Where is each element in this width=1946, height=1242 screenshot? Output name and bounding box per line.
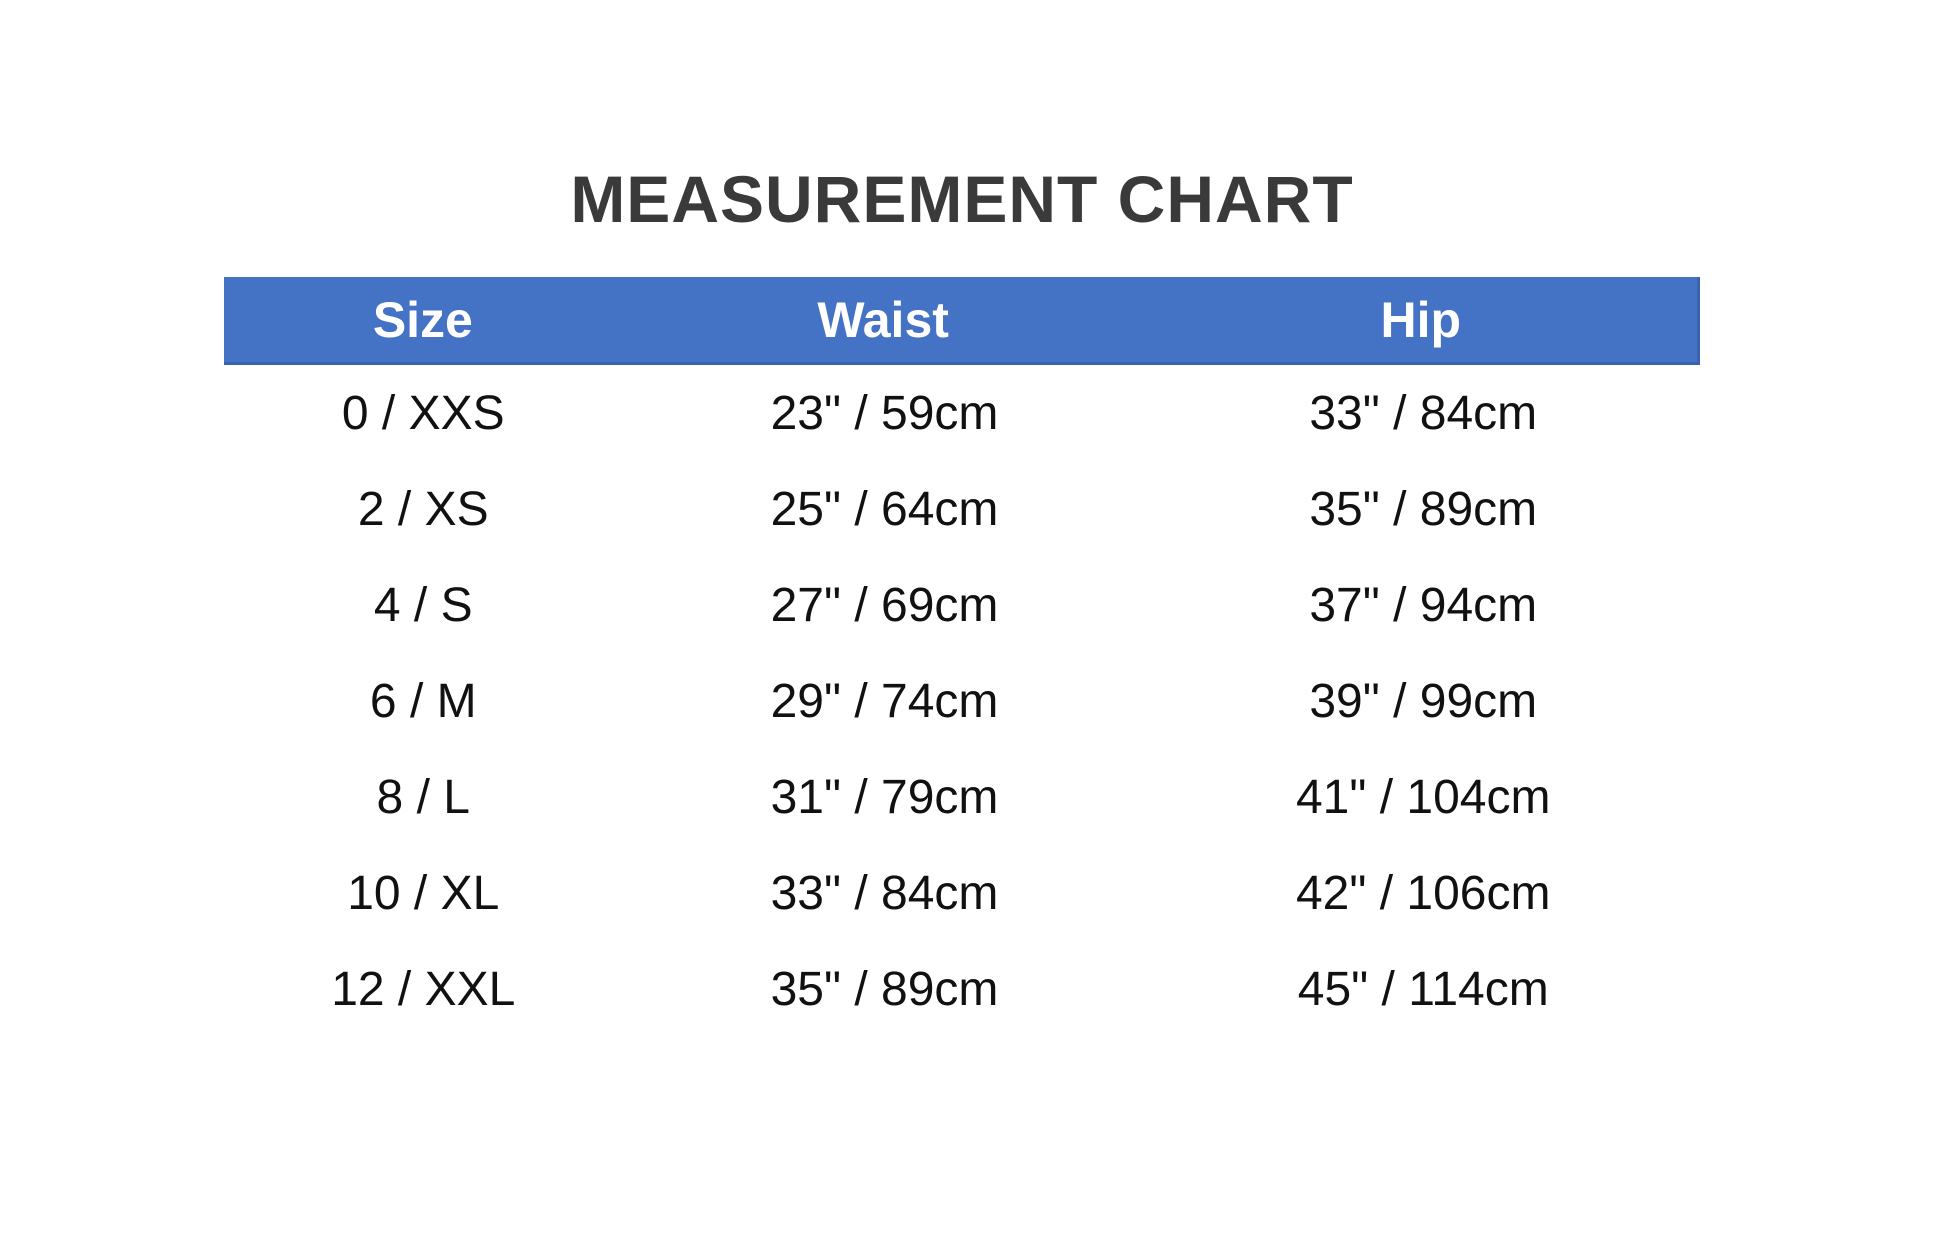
- table-row: [224, 941, 1700, 1037]
- hip-cell: 41" / 104cm: [1295, 770, 1551, 824]
- hip-cell: 37" / 94cm: [1309, 578, 1538, 632]
- hip-cell: 33" / 84cm: [1309, 386, 1538, 440]
- waist-cell: 23" / 59cm: [770, 386, 999, 440]
- waist-cell: 33" / 84cm: [770, 866, 999, 920]
- size-cell: 4 / S: [373, 578, 473, 632]
- table-header-row: [224, 277, 1700, 365]
- waist-cell: 35" / 89cm: [770, 962, 999, 1016]
- hip-cell: 45" / 114cm: [1297, 962, 1549, 1016]
- column-header-waist: Waist: [817, 291, 949, 348]
- size-cell: 8 / L: [376, 770, 470, 824]
- page-title: MEASUREMENT CHART: [570, 162, 1354, 236]
- waist-cell: 27" / 69cm: [770, 578, 999, 632]
- waist-cell: 31" / 79cm: [770, 770, 999, 824]
- table-row: [224, 749, 1700, 845]
- size-cell: 10 / XL: [347, 866, 500, 920]
- hip-cell: 35" / 89cm: [1309, 482, 1538, 536]
- size-cell: 0 / XXS: [341, 386, 505, 440]
- table-row: [224, 845, 1700, 941]
- hip-cell: 39" / 99cm: [1309, 674, 1538, 728]
- size-cell: 2 / XS: [357, 482, 489, 536]
- hip-cell: 42" / 106cm: [1295, 866, 1551, 920]
- table-row: [224, 461, 1700, 557]
- size-cell: 12 / XXL: [331, 962, 516, 1016]
- column-header-size: Size: [372, 291, 473, 348]
- waist-cell: 29" / 74cm: [770, 674, 999, 728]
- size-cell: 6 / M: [369, 674, 477, 728]
- column-header-hip: Hip: [1380, 291, 1462, 348]
- size-table: [224, 277, 1700, 1037]
- table-row: [224, 557, 1700, 653]
- waist-cell: 25" / 64cm: [770, 482, 999, 536]
- table-row: [224, 365, 1700, 461]
- table-row: [224, 653, 1700, 749]
